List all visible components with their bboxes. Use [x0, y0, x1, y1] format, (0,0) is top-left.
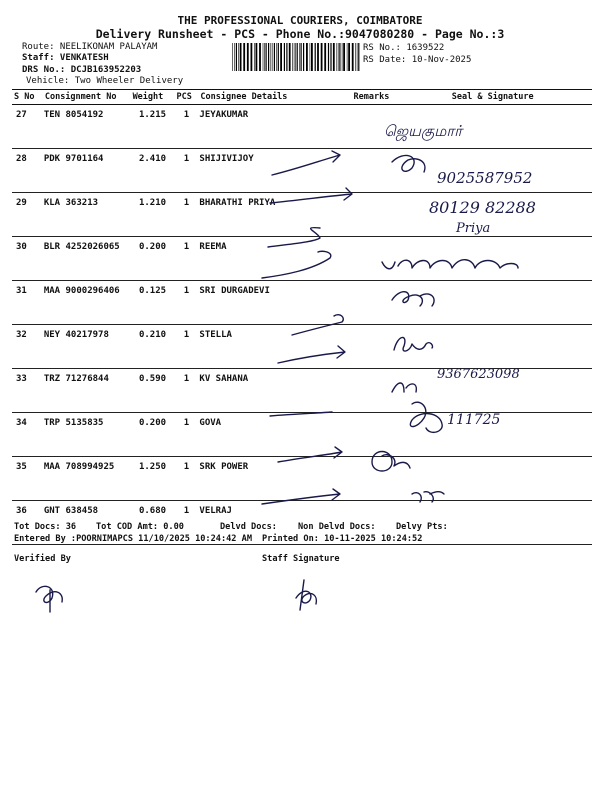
table-row: [12, 281, 592, 325]
cell-sno: 32: [12, 325, 43, 369]
col-remarks: Remarks: [349, 90, 393, 105]
cell-sno: 35: [12, 457, 43, 501]
rs-date: RS Date: 10-Nov-2025: [363, 55, 472, 65]
cell-remarks: [349, 105, 393, 149]
total-docs: Tot Docs: 36: [14, 522, 77, 532]
cell-pcs: 1: [174, 457, 198, 501]
cell-consignee: STELLA: [198, 325, 349, 369]
handwritten-phone-row29: 80129 82288: [429, 198, 536, 217]
table-row: [12, 413, 592, 457]
delivered-docs: Delvd Docs:: [220, 522, 277, 532]
cell-sno: 27: [12, 105, 43, 149]
cell-sno: 28: [12, 149, 43, 193]
handwritten-phone-row28: 9025587952: [437, 169, 533, 187]
cell-consignment: TEN 8054192: [43, 105, 131, 149]
cell-sno: 34: [12, 413, 43, 457]
cell-sno: 36: [12, 501, 43, 545]
non-delivered-docs: Non Delvd Docs:: [298, 522, 376, 532]
cell-weight: 0.590: [131, 369, 175, 413]
cell-sno: 31: [12, 281, 43, 325]
table-row: [12, 457, 592, 501]
cell-remarks: [349, 325, 393, 369]
cell-seal: [393, 281, 592, 325]
cell-seal: [393, 105, 592, 149]
table-row: [12, 325, 592, 369]
cell-weight: 2.410: [131, 149, 175, 193]
col-seal: Seal & Signature: [393, 90, 592, 105]
cell-pcs: 1: [174, 325, 198, 369]
cell-consignee: REEMA: [198, 237, 349, 281]
cell-weight: 1.250: [131, 457, 175, 501]
cell-weight: 0.125: [131, 281, 175, 325]
col-weight: Weight: [131, 90, 175, 105]
cell-weight: 1.210: [131, 193, 175, 237]
table-row: [12, 369, 592, 413]
cell-consignment: TRP 5135835: [43, 413, 131, 457]
cell-consignment: NEY 40217978: [43, 325, 131, 369]
cell-sno: 29: [12, 193, 43, 237]
cell-pcs: 1: [174, 105, 198, 149]
cell-consignee: BHARATHI PRIYA: [198, 193, 349, 237]
col-consignment: Consignment No: [43, 90, 131, 105]
cell-remarks: [349, 457, 393, 501]
cell-seal: [393, 149, 592, 193]
cell-consignee: JEYAKUMAR: [198, 105, 349, 149]
table-row: [12, 105, 592, 149]
staff-label: Staff: VENKATESH: [22, 53, 109, 63]
cell-consignee: VELRAJ: [198, 501, 349, 545]
cell-weight: 0.680: [131, 501, 175, 545]
cell-consignment: MAA 9000296406: [43, 281, 131, 325]
cell-weight: 0.210: [131, 325, 175, 369]
delivery-points: Delvy Pts:: [396, 522, 448, 532]
cell-weight: 0.200: [131, 413, 175, 457]
cell-consignment: PDK 9701164: [43, 149, 131, 193]
cell-pcs: 1: [174, 237, 198, 281]
cell-weight: 1.215: [131, 105, 175, 149]
handwritten-number-row34: 111725: [447, 412, 501, 428]
cell-sno: 33: [12, 369, 43, 413]
cell-pcs: 1: [174, 193, 198, 237]
cell-remarks: [349, 413, 393, 457]
cell-seal: [393, 325, 592, 369]
cell-remarks: [349, 281, 393, 325]
cell-pcs: 1: [174, 281, 198, 325]
runsheet-title: Delivery Runsheet - PCS - Phone No.:9047080280 - Page No.:3: [95, 27, 505, 41]
cell-pcs: 1: [174, 413, 198, 457]
verified-by-label: Verified By: [14, 554, 71, 564]
staff-signature-mark: [296, 580, 316, 610]
cell-consignee: SRI DURGADEVI: [198, 281, 349, 325]
table-row: [12, 149, 592, 193]
table-header-row: [12, 90, 592, 105]
cell-consignment: BLR 4252026065: [43, 237, 131, 281]
cell-consignee: KV SAHANA: [198, 369, 349, 413]
cell-consignment: KLA 363213: [43, 193, 131, 237]
barcode-image: [232, 43, 360, 71]
entered-by: Entered By :POORNIMAPCS 11/10/2025 10:24:42 AM: [14, 534, 252, 544]
cell-pcs: 1: [174, 501, 198, 545]
cell-consignee: GOVA: [198, 413, 349, 457]
cell-sno: 30: [12, 237, 43, 281]
cell-remarks: [349, 193, 393, 237]
company-title: THE PROFESSIONAL COURIERS, COIMBATORE: [177, 14, 423, 27]
cell-pcs: 1: [174, 149, 198, 193]
staff-signature-label: Staff Signature: [262, 554, 340, 564]
vehicle-label: Vehicle: Two Wheeler Delivery: [26, 76, 184, 86]
route-label: Route: NEELIKONAM PALAYAM: [22, 42, 158, 52]
table-row: [12, 193, 592, 237]
cell-remarks: [349, 369, 393, 413]
cell-seal: [393, 369, 592, 413]
drs-label: DRS No.: DCJB163952203: [22, 65, 142, 75]
handwritten-name-row29: Priya: [456, 221, 491, 236]
delivery-table: [12, 89, 592, 545]
cell-consignment: MAA 708994925: [43, 457, 131, 501]
cell-remarks: [349, 149, 393, 193]
handwritten-phone-row33: 9367623098: [437, 367, 520, 382]
printed-on: Printed On: 10-11-2025 10:24:52: [262, 534, 423, 544]
col-consignee: Consignee Details: [198, 90, 349, 105]
col-sno: S No: [12, 90, 43, 105]
rs-number: RS No.: 1639522: [363, 43, 445, 53]
handwritten-name-row27: ஜெயகுமார்: [384, 122, 463, 140]
cell-seal: [393, 237, 592, 281]
cell-consignee: SRK POWER: [198, 457, 349, 501]
verified-by-signature: [36, 586, 62, 612]
cell-consignment: TRZ 71276844: [43, 369, 131, 413]
cell-consignment: GNT 638458: [43, 501, 131, 545]
cell-remarks: [349, 237, 393, 281]
cell-weight: 0.200: [131, 237, 175, 281]
table-row: [12, 237, 592, 281]
col-pcs: PCS: [174, 90, 198, 105]
cell-seal: [393, 413, 592, 457]
cell-seal: [393, 193, 592, 237]
cell-consignee: SHIJIVIJOY: [198, 149, 349, 193]
total-cod-amount: Tot COD Amt: 0.00: [96, 522, 184, 532]
cell-pcs: 1: [174, 369, 198, 413]
cell-seal: [393, 457, 592, 501]
